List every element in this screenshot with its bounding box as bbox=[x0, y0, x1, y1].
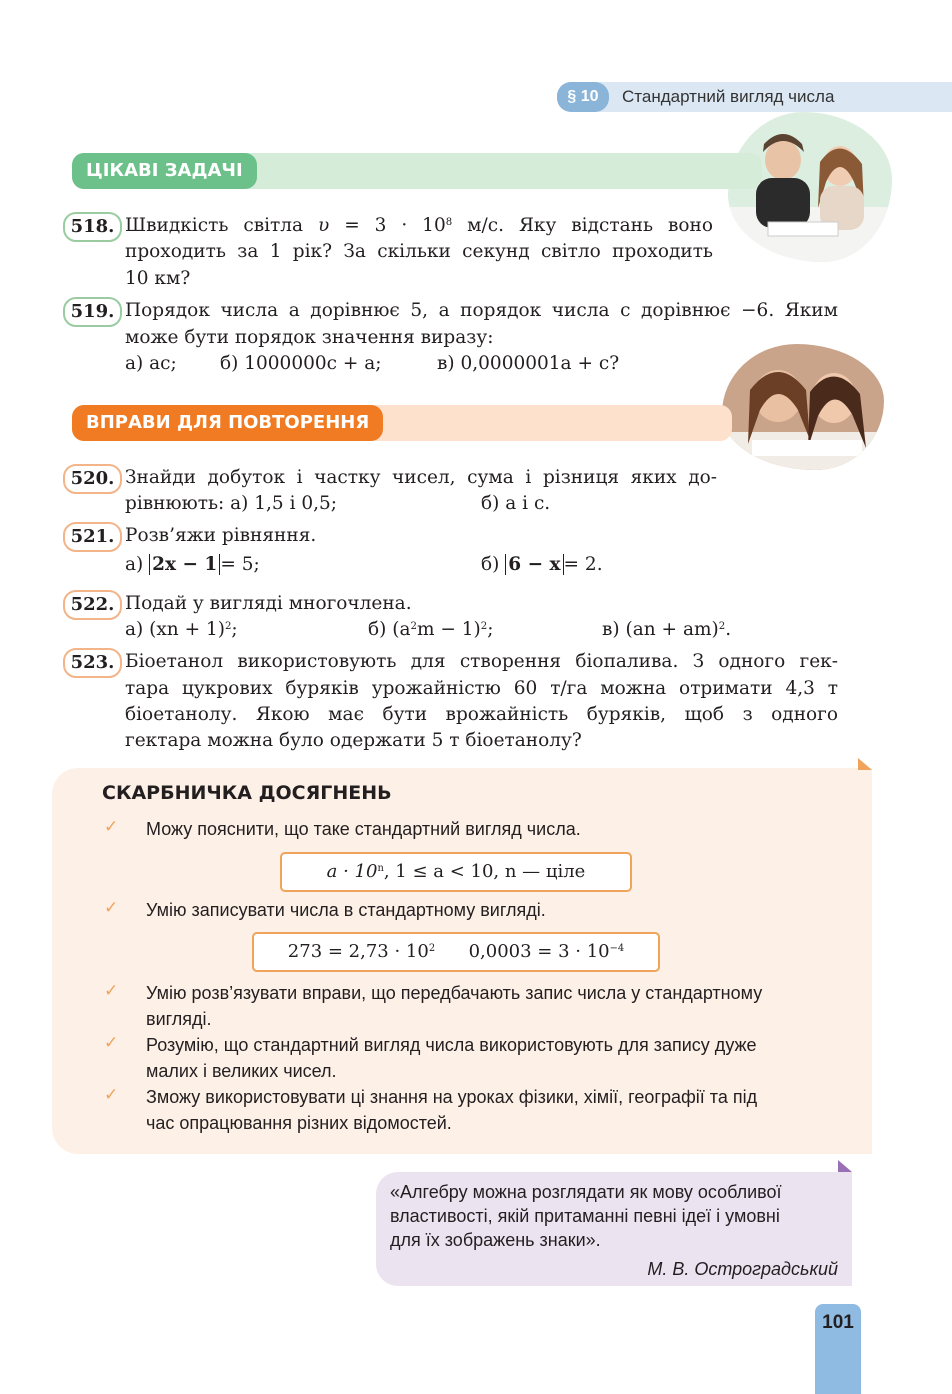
problem-518-line3: 10 км? bbox=[125, 268, 191, 289]
check-icon: ✓ bbox=[104, 1033, 119, 1053]
achievements-title: СКАРБНИЧКА ДОСЯГНЕНЬ bbox=[102, 782, 392, 804]
section-number-badge: § 10 bbox=[557, 82, 609, 112]
achievement-item-3-line1: Умію розв’язувати вправи, що передбачають запис числа у стандартному bbox=[146, 983, 763, 1003]
problem-523-number: 523. bbox=[63, 648, 122, 678]
girls-studying-photo bbox=[722, 344, 884, 470]
problem-519-option-b: б) 1000000c + a; bbox=[220, 353, 382, 374]
check-icon: ✓ bbox=[104, 817, 119, 837]
quote-author: М. В. Остроградський bbox=[647, 1259, 838, 1279]
review-exercises-title: ВПРАВИ ДЛЯ ПОВТОРЕННЯ bbox=[72, 405, 383, 441]
orange-corner-marker bbox=[858, 758, 872, 770]
check-icon: ✓ bbox=[104, 1085, 119, 1105]
problem-522-number: 522. bbox=[63, 590, 122, 620]
problem-520-line2b: б) a і c. bbox=[481, 493, 551, 514]
check-icon: ✓ bbox=[104, 981, 119, 1001]
problem-519-option-a: а) ac; bbox=[125, 353, 177, 374]
problem-521-number: 521. bbox=[63, 522, 122, 552]
problem-522-option-c: в) (an + am)$^2$. bbox=[602, 619, 732, 640]
page-number: 101 bbox=[822, 1312, 854, 1333]
achievement-item-4-line1: Розумію, що стандартний вигляд числа використовують для запису дуже bbox=[146, 1035, 757, 1055]
problem-522-option-a: а) (xn + 1)$^2$; bbox=[125, 619, 238, 640]
problem-518-line1: Швидкість світла $\upsilon = 3 \cdot 10^8$ м/с. Яку відстань воно bbox=[125, 215, 713, 236]
achievement-item-1: Можу пояснити, що таке стандартний вигляд числа. bbox=[146, 819, 581, 839]
problem-523-line1: Біоетанол використовують для створення біопалива. З одного гек- bbox=[125, 651, 838, 672]
problem-523-line2: тара цукрових буряків урожайністю 60 т/га можна отримати 4,3 т bbox=[125, 678, 838, 699]
section-title: Стандартний вигляд числа bbox=[622, 87, 835, 106]
achievement-item-4-line2: малих і великих чисел. bbox=[146, 1061, 337, 1081]
problem-521-option-a: а) 2x − 1 = 5; bbox=[125, 554, 260, 575]
problem-519-number: 519. bbox=[63, 297, 122, 327]
achievement-item-5-line1: Зможу використовувати ці знання на уроках фізики, хімії, географії та під bbox=[146, 1087, 758, 1107]
problem-521-option-b: б) 6 − x = 2. bbox=[481, 554, 603, 575]
problem-523-line3: біоетанолу. Якою має бути врожайність буряків, щоб з одного bbox=[125, 704, 838, 725]
achievement-item-2: Умію записувати числа в стандартному вигляді. bbox=[146, 900, 546, 920]
problem-522-option-b: б) $(a^2m - 1)^2$; bbox=[368, 619, 494, 640]
quote-text: «Алгебру можна розглядати як мову особливої властивості, якій притаманні певні ідеї і умовні для їх зображень знаки». bbox=[390, 1182, 782, 1250]
problem-518-line2: проходить за 1 рік? За скільки секунд світло проходить bbox=[125, 241, 713, 262]
achievement-item-3-line2: вигляді. bbox=[146, 1009, 212, 1029]
check-icon: ✓ bbox=[104, 898, 119, 918]
problem-519-line1: Порядок числа a дорівнює 5, а порядок числа c дорівнює −6. Яким bbox=[125, 300, 838, 321]
interesting-problems-title: ЦІКАВІ ЗАДАЧІ bbox=[72, 153, 257, 189]
problem-521-line1: Розв’яжи рівняння. bbox=[125, 525, 317, 546]
problem-518-number: 518. bbox=[63, 212, 122, 242]
formula-box-1: $a \cdot 10^n$, 1 ≤ a < 10, n — ціле bbox=[280, 852, 632, 892]
problem-520-line2a: рівнюють: а) 1,5 і 0,5; bbox=[125, 493, 338, 514]
problem-520-line1: Знайди добуток і частку чисел, сума і різниця яких до- bbox=[125, 467, 717, 488]
purple-corner-marker bbox=[838, 1160, 852, 1172]
problem-520-number: 520. bbox=[63, 464, 122, 494]
problem-519-line2: може бути порядок значення виразу: bbox=[125, 327, 494, 348]
problem-519-option-c: в) 0,0000001a + c? bbox=[437, 353, 620, 374]
problem-522-line1: Подай у вигляді многочлена. bbox=[125, 593, 412, 614]
problem-523-line4: гектара можна було одержати 5 т біоетанолу? bbox=[125, 730, 582, 751]
achievement-item-5-line2: час опрацювання різних відомостей. bbox=[146, 1113, 452, 1133]
formula-box-2: $273 = 2,73 \cdot 10^2$ $0,0003 = 3 \cdot 10^{-4}$ bbox=[252, 932, 660, 972]
